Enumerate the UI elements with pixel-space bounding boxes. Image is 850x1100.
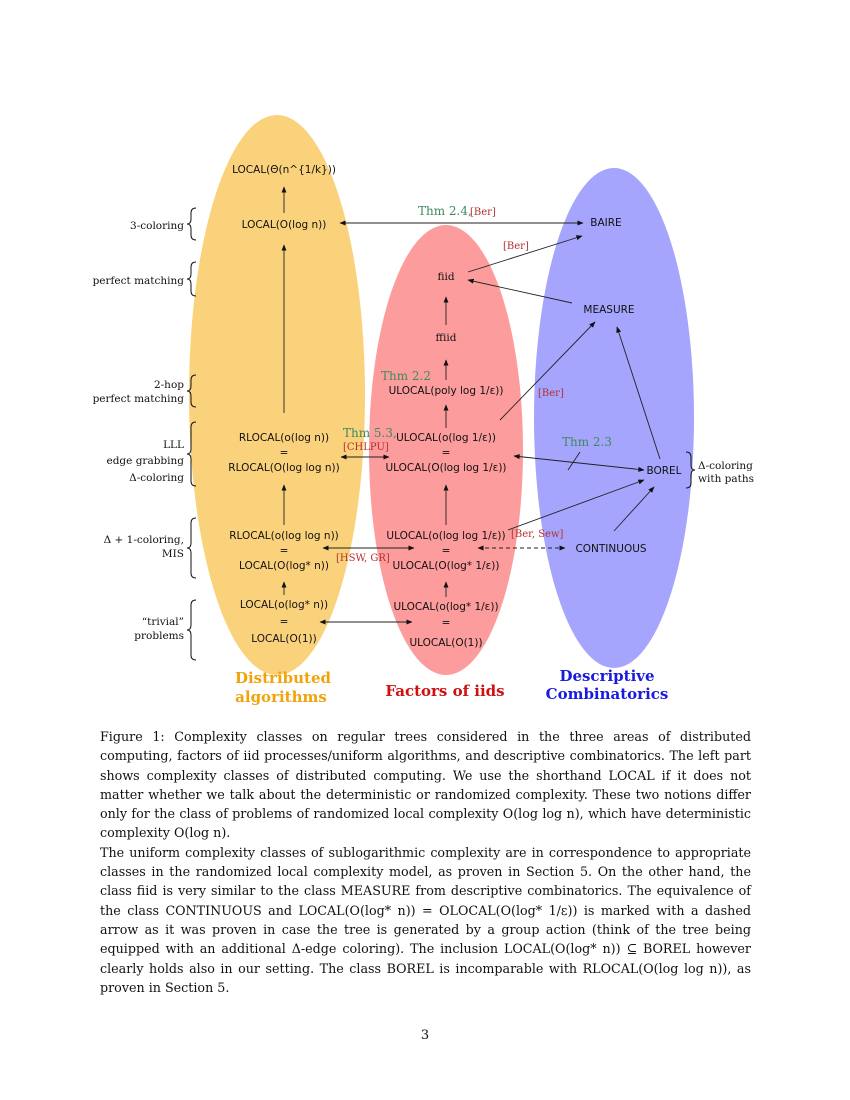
descriptive-combinatorics-region — [534, 168, 694, 668]
class-ulocal-poly: ULOCAL(poly log 1/ε)) — [388, 385, 504, 397]
eq-rlocal-2: = — [279, 545, 289, 557]
class-ulocal-o1: ULOCAL(O(1)) — [409, 637, 483, 649]
thm-5-3: Thm 5.3, — [343, 426, 397, 440]
label-trivial: “trivial” — [141, 616, 184, 628]
descriptive-title-line2: Combinatorics — [545, 685, 669, 703]
class-measure: MEASURE — [583, 304, 635, 316]
class-ulocal-loglog: ULOCAL(O(log log 1/ε)) — [385, 462, 507, 474]
brace-trivial — [187, 600, 196, 660]
label-delta-coloring: Δ-coloring — [129, 472, 184, 484]
thm-2-3: Thm 2.3 — [562, 435, 613, 449]
thm-2-4: Thm 2.4, — [418, 204, 472, 218]
page-number: 3 — [420, 1028, 430, 1043]
eq-ulocal-1: = — [441, 447, 451, 459]
caption-paragraph-1: Figure 1: Complexity classes on regular trees considered in the three areas of distributed computing, factors of iid processes/uniform algorithms, and descriptive combinatorics. The left part shows complexity classes of distributed computing. We use the shorthand LOCAL if it does not matter whether we talk about the deterministic or randomized complexity. These two notions differ only for the class of problems of randomized local complexity O(log log n), which have deterministic complexity O(log n). — [100, 729, 751, 841]
brace-delta-plus-one — [187, 518, 196, 578]
eq-ulocal-3: = — [441, 617, 451, 629]
descriptive-title-line1: Descriptive — [559, 667, 655, 685]
label-with-paths: with paths — [698, 473, 755, 485]
label-mis: MIS — [161, 548, 184, 560]
class-borel: BOREL — [646, 465, 682, 477]
eq-ulocal-2: = — [441, 545, 451, 557]
class-local-ologstar: LOCAL(o(log* n)) — [239, 599, 329, 611]
class-rlocal-loglog: RLOCAL(O(log log n)) — [228, 462, 340, 474]
label-lll: LLL — [163, 439, 184, 451]
class-rlocal-ologlog: RLOCAL(o(log log n)) — [229, 530, 339, 542]
class-ulocal-ologstar: ULOCAL(o(log* 1/ε)) — [393, 601, 499, 613]
class-ffiid: ffiid — [435, 332, 457, 344]
label-delta-coloring-right: Δ-coloring — [698, 460, 753, 472]
cite-chlpu: [CHLPU] — [343, 442, 389, 453]
class-ulocal-logstar: ULOCAL(O(log* 1/ε)) — [392, 560, 500, 572]
label-delta-plus-one: Δ + 1-coloring, — [103, 534, 184, 546]
cite-ber-thm24: [Ber] — [470, 207, 496, 218]
class-ulocal-olog: ULOCAL(o(log 1/ε)) — [396, 432, 496, 444]
figure-caption — [100, 727, 751, 997]
label-3-coloring: 3-coloring — [130, 220, 184, 232]
brace-3-coloring — [187, 208, 196, 240]
class-local-log: LOCAL(O(log n)) — [241, 219, 327, 231]
label-problems: problems — [134, 630, 184, 642]
cite-ber-sew: [Ber, Sew] — [511, 529, 564, 540]
eq-local-3: = — [279, 616, 289, 628]
class-baire: BAIRE — [590, 217, 622, 229]
thm-2-2: Thm 2.2 — [381, 369, 432, 383]
class-rlocal-olog: RLOCAL(o(log n)) — [238, 432, 330, 444]
label-2hop-2: perfect matching — [92, 393, 184, 405]
eq-rlocal-1: = — [279, 447, 289, 459]
cite-hsw-gr: [HSW, GR] — [336, 553, 390, 564]
class-local-logstar: LOCAL(O(log* n)) — [238, 560, 330, 572]
class-ulocal-ologlog: ULOCAL(o(log log 1/ε)) — [386, 530, 506, 542]
label-edge-grabbing: edge grabbing — [106, 455, 184, 467]
caption-paragraph-2: The uniform complexity classes of sublogarithmic complexity are in correspondence to appropriate classes in the randomized local complexity model, as proven in Section 5. On the other hand, the class fiid is very similar to the class MEASURE from descriptive combinatorics. The equivalence of the class CONTINUOUS and LOCAL(O(log* n)) = OLOCAL(O(log* 1/ε)) is marked with a dashed arrow as it was proven in case the tree is generated by a group action (think of the tree being equipped with an additional Δ-edge coloring). The inclusion LOCAL(O(log* n)) ⊆ BOREL however clearly holds also in our setting. The class BOREL is incomparable with RLOCAL(O(log log n)), as proven in Section 5. — [100, 844, 751, 995]
brace-perfect-matching — [187, 262, 196, 296]
distributed-algorithms-region — [189, 115, 365, 675]
class-fiid: fiid — [437, 271, 455, 283]
cite-ber-measure: [Ber] — [538, 388, 564, 399]
distributed-title-line1: Distributed — [234, 669, 332, 687]
distributed-title-line2: algorithms — [235, 688, 327, 706]
label-perfect-matching: perfect matching — [92, 275, 184, 287]
class-continuous: CONTINUOUS — [575, 543, 647, 555]
class-local-o1: LOCAL(O(1)) — [251, 633, 317, 645]
label-2hop: 2-hop — [153, 379, 184, 391]
class-local-theta: LOCAL(Θ(n^{1/k})) — [232, 164, 336, 176]
iid-title: Factors of iids — [385, 682, 505, 700]
cite-ber-fiid: [Ber] — [503, 241, 529, 252]
